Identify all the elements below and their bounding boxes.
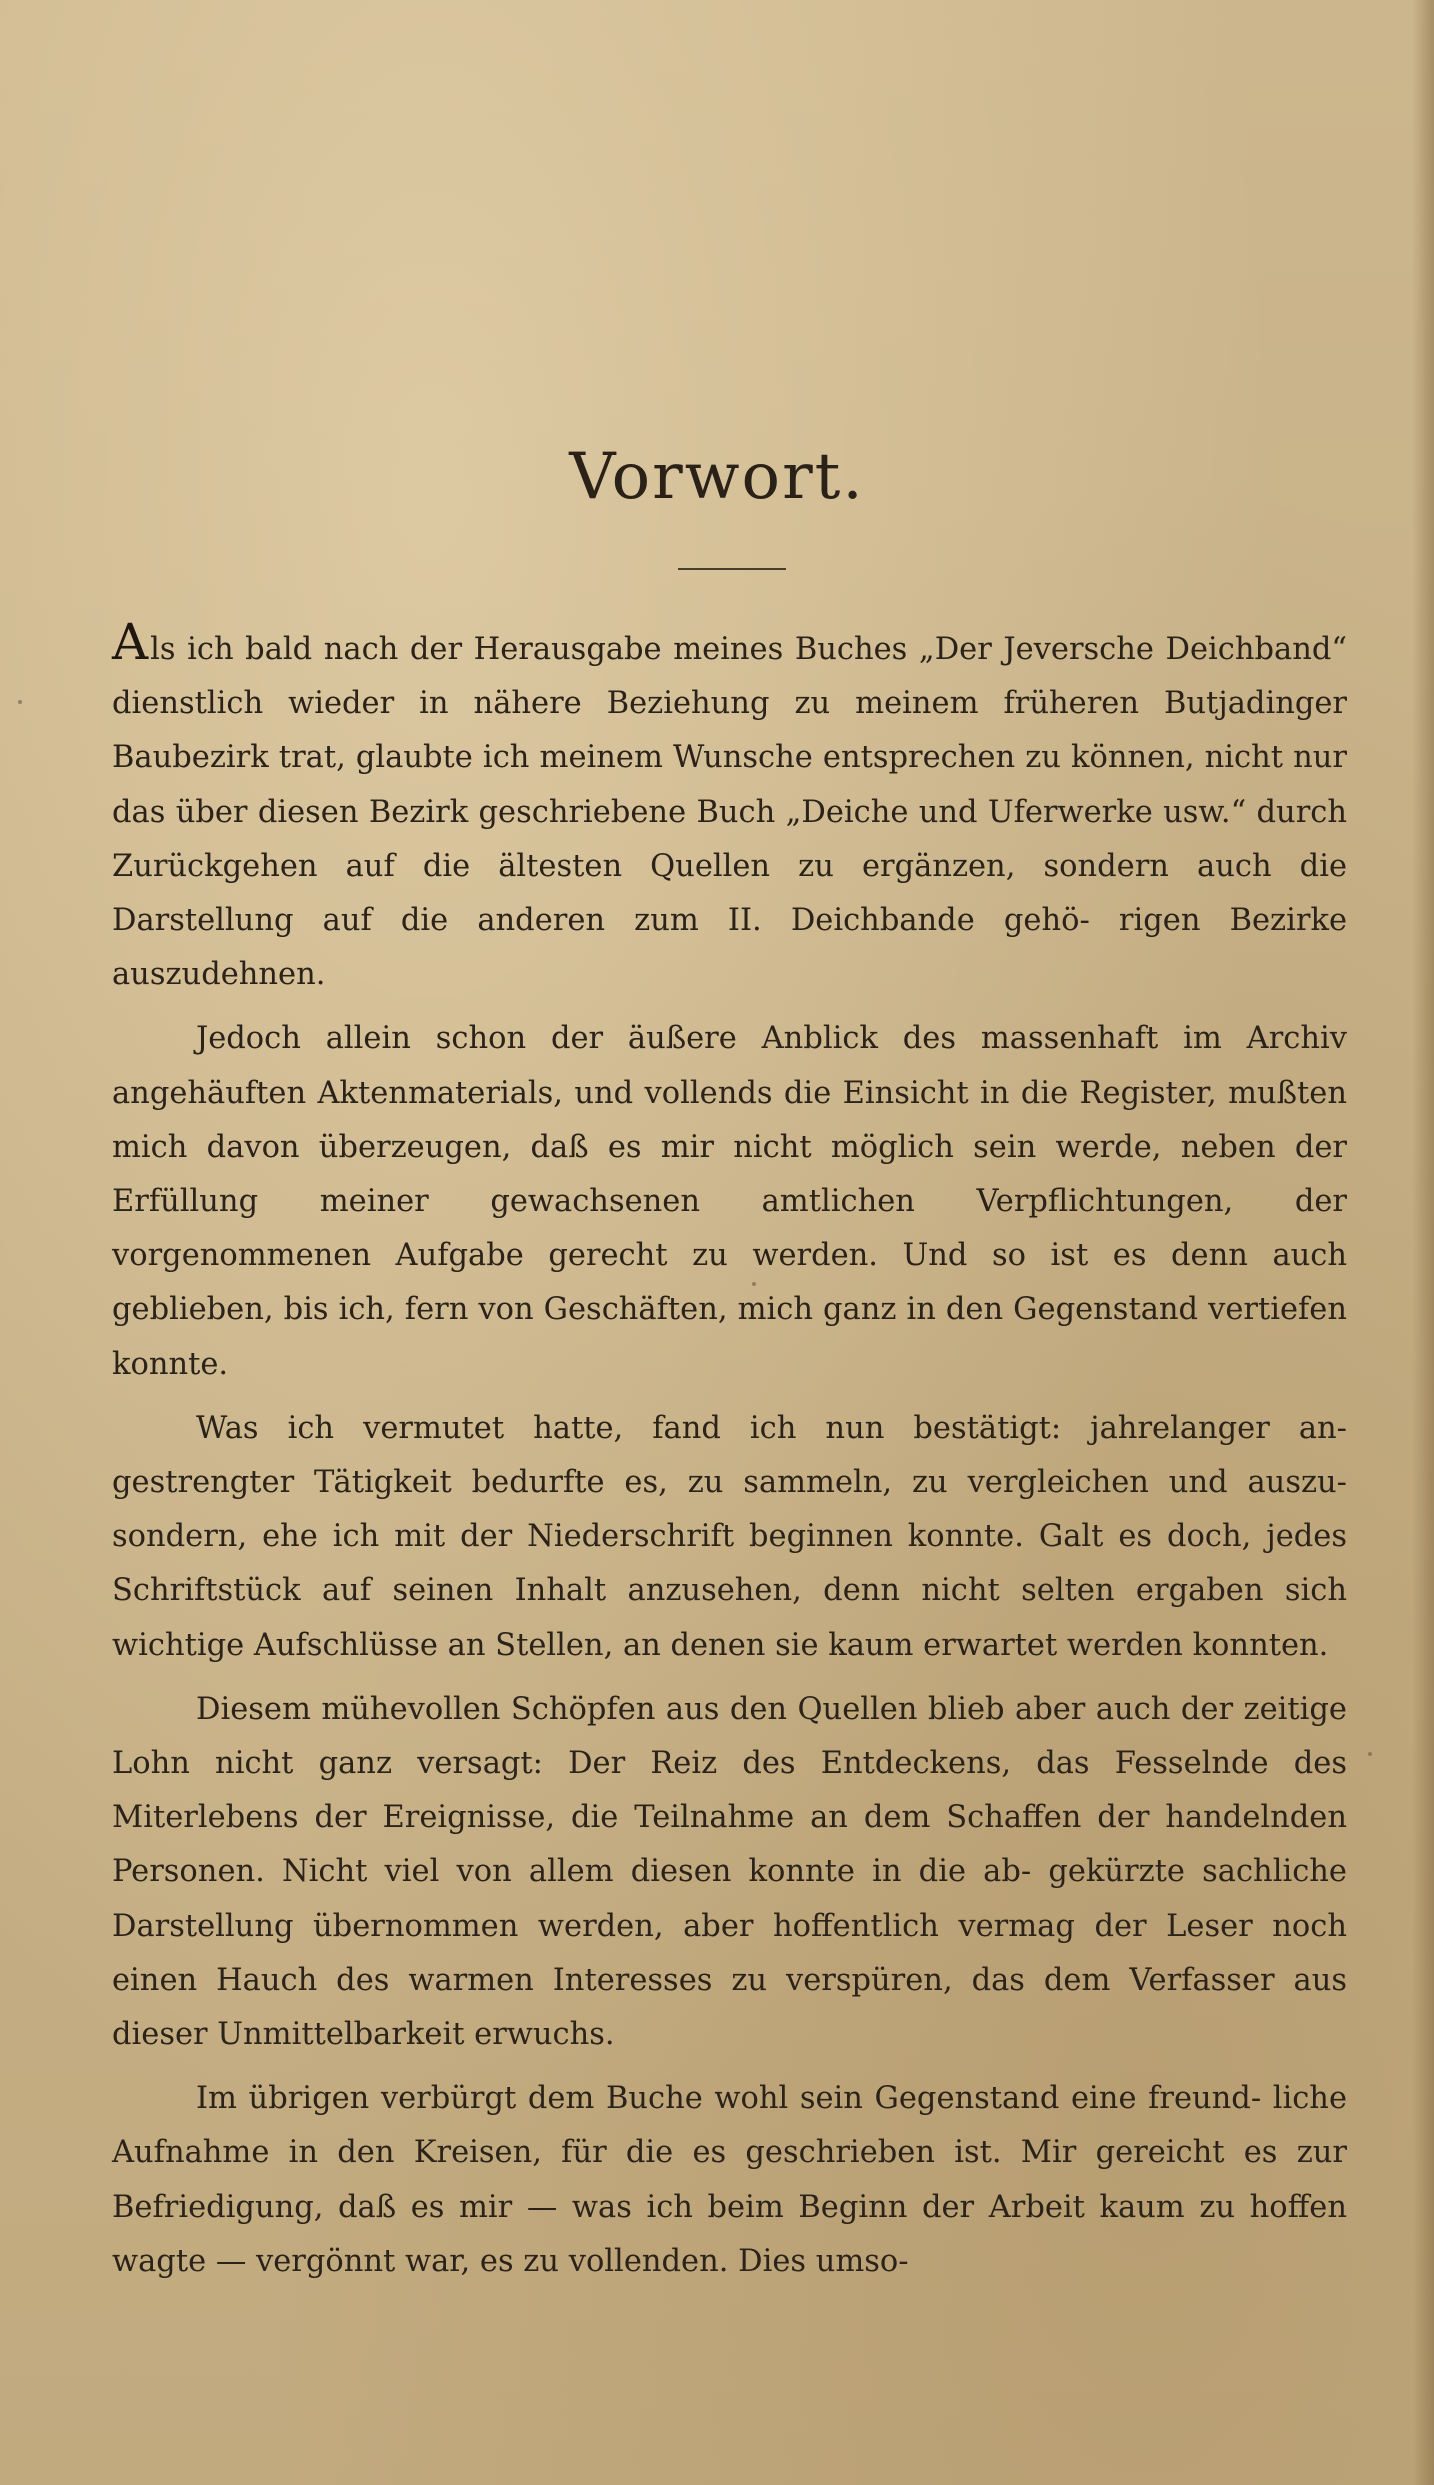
- paragraph-1-text: ls ich bald nach der Herausgabe meines Buches „Der Jeversche Deichband“ dienstlich wieder in nähere Beziehung zu meinem früheren Butjadinger Baubezirk trat, glaubte ich meinem Wunsche entsprechen zu können, nicht nur das über diesen Bezirk geschriebene Buch „Deiche und Uferwerke usw.“ durch Zurückgehen auf die ältesten Quellen zu ergänzen, sondern auch die Darstellung auf die anderen zum II. Deichbande gehö- rigen Bezirke auszudehnen.: [112, 632, 1347, 993]
- paragraph-4: Diesem mühevollen Schöpfen aus den Quellen blieb aber auch der zeitige Lohn nicht ganz versagt: Der Reiz des Entdeckens, das Fesselnde des Miterlebens der Ereignisse, die Teilnahme an dem Schaffen der handelnden Personen. Nicht viel von allem diesen konnte in die ab- gekürzte sachliche Darstellung übernommen werden, aber hoffentlich vermag der Leser noch einen Hauch des warmen Interesses zu verspüren, das dem Verfasser aus dieser Unmittelbarkeit erwuchs.: [112, 1691, 1347, 2053]
- paragraph-1: [112, 613, 1347, 1002]
- title-divider: [678, 568, 786, 570]
- drop-cap: A: [112, 613, 149, 671]
- paper-speck: [18, 700, 22, 704]
- page-title: Vorwort.: [569, 440, 865, 514]
- paper-speck: [1368, 1752, 1372, 1756]
- paragraph-5: Im übrigen verbürgt dem Buche wohl sein Gegenstand eine freund- liche Aufnahme in den Kreisen, für die es geschrieben ist. Mir gereicht es zur Befriedigung, daß es mir — was ich beim Beginn der Arbeit kaum zu hoffen wagte — vergönnt war, es zu vollenden. Dies umso-: [112, 2081, 1347, 2279]
- paper-speck: [752, 1282, 756, 1286]
- paragraph-3: Was ich vermutet hatte, fand ich nun bestätigt: jahrelanger an- gestrengter Tätigkeit bedurfte es, zu sammeln, zu vergleichen und auszu- sondern, ehe ich mit der Niederschrift beginnen konnte. Galt es doch, jedes Schriftstück auf seinen Inhalt anzusehen, denn nicht selten ergaben sich wichtige Aufschlüsse an Stellen, an denen sie kaum erwartet werden konnten.: [112, 1410, 1347, 1663]
- paragraph-2: Jedoch allein schon der äußere Anblick des massenhaft im Archiv angehäuften Aktenmaterials, und vollends die Einsicht in die Register, mußten mich davon überzeugen, daß es mir nicht möglich sein werde, neben der Erfüllung meiner gewachsenen amtlichen Verpflichtungen, der vorgenommenen Aufgabe gerecht zu werden. Und so ist es denn auch geblieben, bis ich, fern von Geschäften, mich ganz in den Gegenstand vertiefen konnte.: [112, 1021, 1347, 1382]
- body-text: [112, 613, 1347, 2299]
- page-edge-shadow: [1412, 0, 1434, 2485]
